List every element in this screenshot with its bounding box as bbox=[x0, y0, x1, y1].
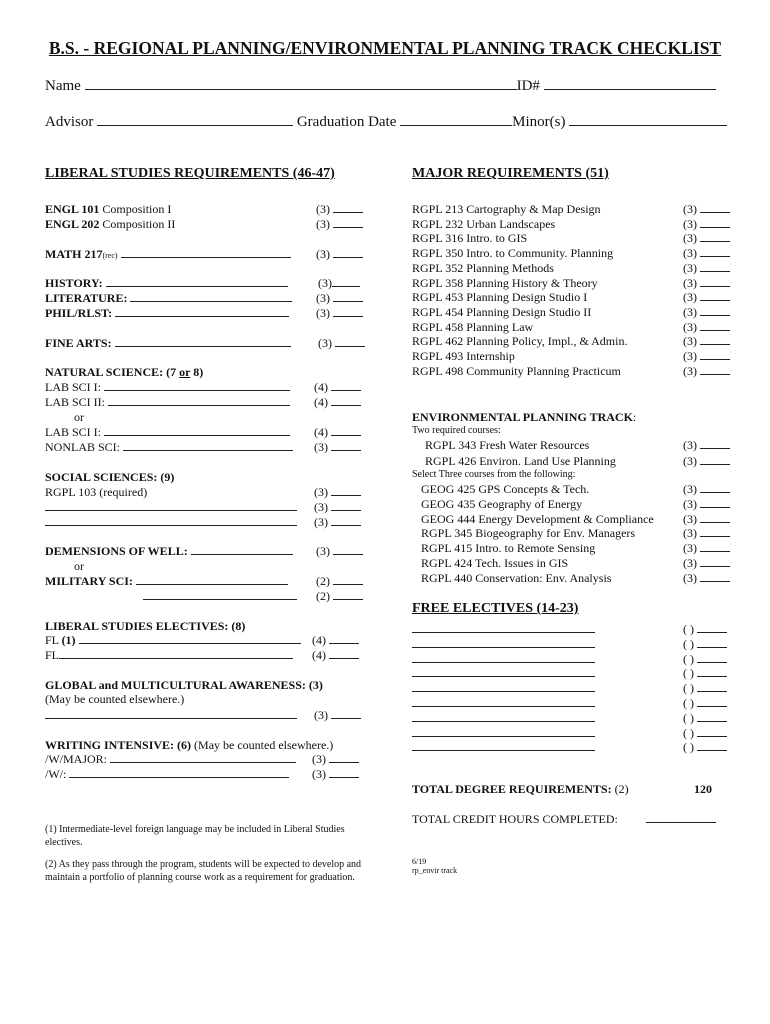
w-row[interactable]: /W/: bbox=[45, 767, 289, 782]
lab-sci-1-credit: (4) bbox=[314, 380, 361, 395]
two-required-label: Two required courses: bbox=[412, 425, 501, 436]
free-elective-credit-2: ( ) bbox=[683, 652, 727, 667]
total-completed-line[interactable] bbox=[646, 812, 716, 827]
free-elective-credit-5: ( ) bbox=[683, 696, 727, 711]
engl101-credit: (3) bbox=[316, 202, 363, 217]
dimensions-row[interactable]: DEMENSIONS OF WELL: bbox=[45, 544, 293, 559]
env-required-credit-1: (3) bbox=[683, 454, 730, 469]
engl101-row: ENGL 101 Composition I bbox=[45, 202, 172, 216]
literature-credit: (3) bbox=[316, 291, 363, 306]
phil-row[interactable]: PHIL/RLST: bbox=[45, 306, 289, 321]
file-name: rp_envir track bbox=[412, 866, 458, 875]
or-label: or bbox=[74, 410, 84, 424]
credit-blank[interactable] bbox=[700, 364, 730, 375]
free-elective-line-0[interactable] bbox=[412, 622, 595, 637]
credit-blank[interactable] bbox=[700, 261, 730, 272]
wmajor-credit: (3) bbox=[312, 752, 359, 767]
global-credit: (3) bbox=[314, 708, 361, 723]
credit-blank[interactable] bbox=[700, 290, 730, 301]
credit-blank[interactable] bbox=[700, 497, 730, 508]
phil-credit: (3) bbox=[316, 306, 363, 321]
military-blank-2[interactable] bbox=[143, 589, 297, 604]
credit-blank[interactable] bbox=[700, 454, 730, 465]
engl202-credit: (3) bbox=[316, 217, 363, 232]
dimensions-credit: (3) bbox=[316, 544, 363, 559]
fine-arts-row[interactable]: FINE ARTS: bbox=[45, 336, 291, 351]
credit-blank[interactable] bbox=[700, 512, 730, 523]
major-course-9: RGPL 462 Planning Policy, Impl., & Admin. bbox=[412, 334, 628, 349]
credit-blank[interactable] bbox=[700, 482, 730, 493]
credit-blank[interactable] bbox=[700, 276, 730, 287]
credit-blank[interactable] bbox=[700, 349, 730, 360]
major-course-8: RGPL 458 Planning Law bbox=[412, 319, 534, 334]
advisor-line[interactable] bbox=[97, 113, 293, 126]
credit-blank[interactable] bbox=[697, 711, 727, 722]
credit-blank[interactable] bbox=[700, 571, 730, 582]
literature-row[interactable]: LITERATURE: bbox=[45, 291, 292, 306]
select-three-label: Select Three courses from the following: bbox=[412, 469, 576, 480]
natural-science-heading: NATURAL SCIENCE: (7 or 8) bbox=[45, 365, 204, 379]
minor-line[interactable] bbox=[569, 113, 727, 126]
total-degree-value: 120 bbox=[694, 782, 712, 796]
fine-arts-credit: (3) bbox=[318, 336, 365, 351]
free-elective-credit-8: ( ) bbox=[683, 740, 727, 755]
env-option-credit-3: (3) bbox=[683, 526, 730, 541]
major-course-1: RGPL 232 Urban Landscapes bbox=[412, 216, 556, 231]
nonlab-row[interactable]: NONLAB SCI: bbox=[45, 440, 293, 455]
military-row[interactable]: MILITARY SCI: bbox=[45, 574, 288, 589]
env-required-credit-0: (3) bbox=[683, 438, 730, 453]
env-option-5: RGPL 424 Tech. Issues in GIS bbox=[421, 556, 569, 570]
free-elective-line-4[interactable] bbox=[412, 681, 595, 696]
revision-date: 6/19 bbox=[412, 857, 427, 866]
credit-blank[interactable] bbox=[700, 217, 730, 228]
major-course-5: RGPL 358 Planning History & Theory bbox=[412, 275, 598, 290]
major-course-2: RGPL 316 Intro. to GIS bbox=[412, 231, 528, 246]
env-option-credit-5: (3) bbox=[683, 556, 730, 571]
footnote-1: (1) Intermediate-level foreign language may be included in Liberal Studies electives. bbox=[45, 824, 345, 848]
credit-blank[interactable] bbox=[700, 320, 730, 331]
lab-sci-1b-row[interactable]: LAB SCI I: bbox=[45, 425, 290, 440]
major-course-4: RGPL 352 Planning Methods bbox=[412, 260, 554, 275]
social-blank-2-credit: (3) bbox=[314, 515, 361, 530]
major-course-credit-2: (3) bbox=[683, 231, 730, 246]
free-elective-credit-3: ( ) bbox=[683, 666, 727, 681]
major-course-11: RGPL 498 Community Planning Practicum bbox=[412, 363, 621, 378]
major-course-credit-4: (3) bbox=[683, 261, 730, 276]
env-option-2: GEOG 444 Energy Development & Compliance bbox=[421, 511, 654, 526]
id-line[interactable] bbox=[544, 77, 716, 90]
major-requirements-heading: MAJOR REQUIREMENTS (51) bbox=[412, 166, 609, 181]
major-course-credit-10: (3) bbox=[683, 349, 730, 364]
free-elective-line-2[interactable] bbox=[412, 652, 595, 667]
social-blank-1[interactable] bbox=[45, 500, 297, 515]
social-sciences-heading: SOCIAL SCIENCES: (9) bbox=[45, 470, 175, 484]
w-credit: (3) bbox=[312, 767, 359, 782]
major-course-credit-6: (3) bbox=[683, 290, 730, 305]
free-elective-credit-0: ( ) bbox=[683, 622, 727, 637]
env-option-credit-2: (3) bbox=[683, 512, 730, 527]
writing-heading: WRITING INTENSIVE: (6) (May be counted elsewhere.) bbox=[45, 738, 334, 752]
advisor-row[interactable] bbox=[45, 113, 727, 131]
free-elective-credit-1: ( ) bbox=[683, 637, 727, 652]
free-elective-credit-6: ( ) bbox=[683, 711, 727, 726]
lab-sci-1b-credit: (4) bbox=[314, 425, 361, 440]
minor-label: Minor(s) bbox=[512, 114, 566, 130]
fl2-row[interactable]: FL bbox=[45, 648, 293, 663]
credit-blank[interactable] bbox=[697, 726, 727, 737]
free-elective-line-6[interactable] bbox=[412, 711, 595, 726]
free-elective-line-7[interactable] bbox=[412, 726, 595, 741]
rgpl103-credit: (3) bbox=[314, 485, 361, 500]
id-label: ID# bbox=[516, 78, 540, 94]
credit-blank[interactable] bbox=[697, 696, 727, 707]
env-required-1: RGPL 426 Environ. Land Use Planning bbox=[425, 453, 616, 468]
social-blank-2[interactable] bbox=[45, 515, 297, 530]
major-course-3: RGPL 350 Intro. to Community. Planning bbox=[412, 246, 614, 261]
social-blank-1-credit: (3) bbox=[314, 500, 361, 515]
env-required-0: RGPL 343 Fresh Water Resources bbox=[425, 438, 590, 452]
total-completed-label: TOTAL CREDIT HOURS COMPLETED: bbox=[412, 812, 618, 826]
major-course-credit-0: (3) bbox=[683, 202, 730, 217]
credit-blank[interactable] bbox=[700, 438, 730, 449]
fl1-row[interactable]: FL (1) bbox=[45, 633, 301, 648]
env-option-0: GEOG 425 GPS Concepts & Tech. bbox=[421, 482, 590, 496]
page-title: B.S. - REGIONAL PLANNING/ENVIRONMENTAL PLANNING TRACK CHECKLIST bbox=[48, 38, 722, 58]
lab-sci-1-row[interactable]: LAB SCI I: bbox=[45, 380, 290, 395]
history-credit: (3) bbox=[318, 276, 360, 291]
nonlab-credit: (3) bbox=[314, 440, 361, 455]
env-track-heading: ENVIRONMENTAL PLANNING TRACK: bbox=[412, 410, 637, 424]
major-course-6: RGPL 453 Planning Design Studio I bbox=[412, 290, 588, 305]
free-elective-line-8[interactable] bbox=[412, 740, 595, 755]
military-credit: (2) bbox=[316, 574, 363, 589]
free-elective-credit-4: ( ) bbox=[683, 681, 727, 696]
free-electives-heading: FREE ELECTIVES (14-23) bbox=[412, 601, 579, 616]
fl2-credit: (4) bbox=[312, 648, 359, 663]
env-option-credit-1: (3) bbox=[683, 497, 730, 512]
credit-blank[interactable] bbox=[700, 556, 730, 567]
liberal-studies-heading: LIBERAL STUDIES REQUIREMENTS (46-47) bbox=[45, 166, 335, 181]
env-option-1: GEOG 435 Geography of Energy bbox=[421, 496, 583, 511]
graduation-date-label: Graduation Date bbox=[296, 114, 397, 130]
credit-blank[interactable] bbox=[697, 622, 727, 633]
total-degree-label: TOTAL DEGREE REQUIREMENTS: (2) bbox=[412, 782, 629, 796]
major-course-credit-9: (3) bbox=[683, 334, 730, 349]
major-course-credit-3: (3) bbox=[683, 246, 730, 261]
military-2-credit: (2) bbox=[316, 589, 363, 604]
credit-blank[interactable] bbox=[700, 202, 730, 213]
free-elective-credit-7: ( ) bbox=[683, 726, 727, 741]
global-heading: GLOBAL and MULTICULTURAL AWARENESS: (3) bbox=[45, 678, 323, 692]
credit-blank[interactable] bbox=[697, 666, 727, 677]
name-label: Name bbox=[45, 78, 81, 94]
advisor-label: Advisor bbox=[45, 114, 94, 130]
env-option-credit-0: (3) bbox=[683, 482, 730, 497]
lab-sci-2-row[interactable]: LAB SCI II: bbox=[45, 395, 290, 410]
credit-blank[interactable] bbox=[700, 334, 730, 345]
name-field[interactable] bbox=[45, 77, 716, 95]
credit-blank[interactable] bbox=[700, 526, 730, 537]
credit-blank[interactable] bbox=[697, 740, 727, 751]
or-label-2: or bbox=[74, 559, 84, 573]
graduation-date-line[interactable] bbox=[400, 113, 512, 126]
env-option-4: RGPL 415 Intro. to Remote Sensing bbox=[421, 541, 596, 556]
major-course-credit-5: (3) bbox=[683, 276, 730, 291]
credit-blank[interactable] bbox=[700, 305, 730, 316]
major-course-10: RGPL 493 Internship bbox=[412, 349, 515, 363]
credit-blank[interactable] bbox=[697, 637, 727, 648]
global-note: (May be counted elsewhere.) bbox=[45, 692, 185, 706]
credit-blank[interactable] bbox=[697, 652, 727, 663]
env-option-credit-4: (3) bbox=[683, 541, 730, 556]
env-option-6: RGPL 440 Conservation: Env. Analysis bbox=[421, 570, 612, 585]
wmajor-row[interactable]: /W/MAJOR: bbox=[45, 752, 296, 767]
engl202-row: ENGL 202 Composition II bbox=[45, 217, 176, 231]
credit-blank[interactable] bbox=[700, 246, 730, 257]
credit-blank[interactable] bbox=[697, 681, 727, 692]
credit-blank[interactable] bbox=[700, 541, 730, 552]
credit-blank[interactable] bbox=[700, 231, 730, 242]
math-row[interactable]: MATH 217(rec) bbox=[45, 247, 291, 264]
major-course-credit-11: (3) bbox=[683, 364, 730, 379]
major-course-0: RGPL 213 Cartography & Map Design bbox=[412, 202, 601, 216]
footnote-2: (2) As they pass through the program, students will be expected to develop and maintain a portfolio of planning course work as a requirement for graduation. bbox=[45, 859, 362, 883]
free-elective-line-1[interactable] bbox=[412, 637, 595, 652]
env-option-3: RGPL 345 Biogeography for Env. Managers bbox=[421, 526, 636, 541]
env-option-credit-6: (3) bbox=[683, 571, 730, 586]
electives-heading: LIBERAL STUDIES ELECTIVES: (8) bbox=[45, 619, 246, 633]
rgpl103-row: RGPL 103 (required) bbox=[45, 485, 148, 499]
major-course-credit-1: (3) bbox=[683, 217, 730, 232]
free-elective-line-3[interactable] bbox=[412, 666, 595, 681]
fl1-credit: (4) bbox=[312, 633, 359, 648]
name-line[interactable] bbox=[85, 77, 517, 90]
free-elective-line-5[interactable] bbox=[412, 696, 595, 711]
global-blank[interactable] bbox=[45, 708, 297, 723]
math-credit: (3) bbox=[316, 247, 363, 262]
major-course-7: RGPL 454 Planning Design Studio II bbox=[412, 304, 592, 319]
major-course-credit-7: (3) bbox=[683, 305, 730, 320]
lab-sci-2-credit: (4) bbox=[314, 395, 361, 410]
history-row[interactable]: HISTORY: bbox=[45, 276, 288, 291]
major-course-credit-8: (3) bbox=[683, 320, 730, 335]
